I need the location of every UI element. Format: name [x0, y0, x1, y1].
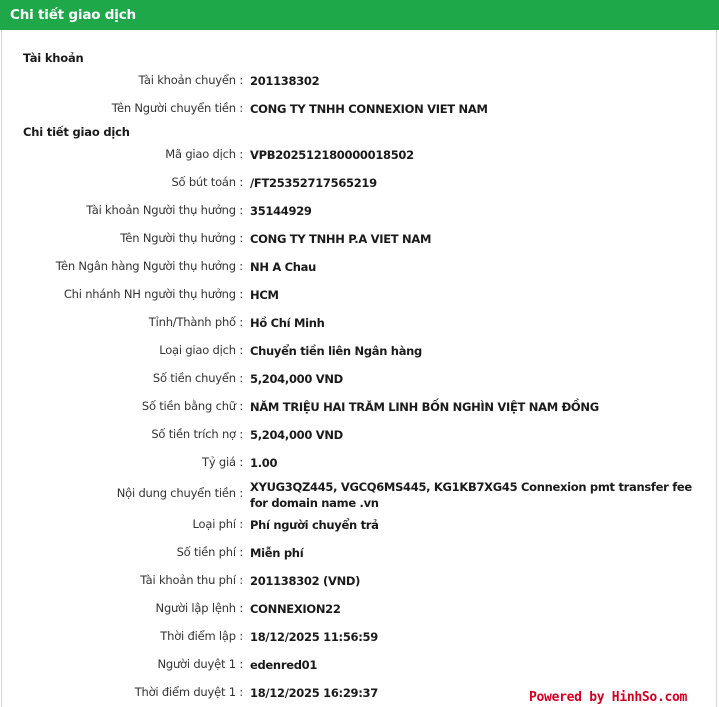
label-approved-at-1: Thời điểm duyệt 1 : — [134, 685, 243, 699]
value-beneficiary-account: 35144929 — [250, 204, 312, 218]
label-fee-account: Tài khoản thu phí : — [140, 573, 243, 587]
label-amount: Số tiền chuyển : — [152, 371, 243, 385]
value-created-at: 18/12/2025 11:56:59 — [250, 630, 378, 644]
value-created-by: CONNEXION22 — [250, 602, 341, 616]
value-transaction-type: Chuyển tiền liên Ngân hàng — [250, 344, 422, 358]
section-title-account: Tài khoản — [23, 51, 84, 65]
label-source-account: Tài khoản chuyển : — [138, 73, 243, 87]
label-created-by: Người lập lệnh : — [155, 601, 243, 615]
label-fee-amount: Số tiền phí : — [176, 545, 243, 559]
label-transaction-type: Loại giao dịch : — [159, 343, 243, 357]
value-exchange-rate: 1.00 — [250, 456, 278, 470]
value-beneficiary-name: CONG TY TNHH P.A VIET NAM — [250, 232, 432, 246]
label-exchange-rate: Tỷ giá : — [202, 455, 243, 469]
value-approved-at-1: 18/12/2025 16:29:37 — [250, 686, 378, 700]
value-sender-name: CONG TY TNHH CONNEXION VIET NAM — [250, 102, 488, 116]
value-transaction-id: VPB202512180000018502 — [250, 148, 414, 162]
value-debit-amount: 5,204,000 VND — [250, 428, 343, 442]
label-transaction-id: Mã giao dịch : — [165, 147, 243, 161]
label-province: Tỉnh/Thành phố : — [148, 315, 243, 329]
label-beneficiary-name: Tên Người thụ hưởng : — [120, 231, 243, 245]
label-approver-1: Người duyệt 1 : — [157, 657, 243, 671]
value-transfer-content: XYUG3QZ445, VGCQ6MS445, KG1KB7XG45 Connexion pmt transfer fee for domain name .vn — [250, 480, 692, 510]
value-source-account: 201138302 — [250, 74, 320, 88]
label-created-at: Thời điểm lập : — [160, 629, 243, 643]
value-province: Hồ Chí Minh — [250, 316, 325, 330]
watermark-text: Powered by HinhSo.com — [529, 690, 688, 705]
value-fee-account: 201138302 (VND) — [250, 574, 361, 588]
page-title: Chi tiết giao dịch — [0, 0, 719, 30]
value-fee-type: Phí người chuyển trả — [250, 518, 379, 532]
value-beneficiary-branch: HCM — [250, 288, 279, 302]
value-approver-1: edenred01 — [250, 658, 318, 672]
label-amount-in-words: Số tiền bằng chữ : — [141, 399, 243, 413]
value-amount: 5,204,000 VND — [250, 372, 343, 386]
label-sender-name: Tên Người chuyển tiền : — [111, 101, 243, 115]
label-debit-amount: Số tiền trích nợ : — [151, 427, 243, 441]
label-beneficiary-branch: Chi nhánh NH người thụ hưởng : — [63, 287, 243, 301]
value-amount-in-words: NĂM TRIỆU HAI TRĂM LINH BỐN NGHÌN VIỆT NAM ĐỒNG — [250, 400, 599, 414]
label-beneficiary-account: Tài khoản Người thụ hưởng : — [86, 203, 243, 217]
label-entry-number: Số bút toán : — [171, 175, 243, 189]
label-transfer-content: Nội dung chuyển tiền : — [116, 486, 243, 500]
label-beneficiary-bank: Tên Ngân hàng Người thụ hưởng : — [55, 259, 243, 273]
label-fee-type: Loại phí : — [192, 517, 243, 531]
value-fee-amount: Miễn phí — [250, 546, 304, 560]
value-entry-number: /FT25352717565219 — [250, 176, 377, 190]
section-title-details: Chi tiết giao dịch — [23, 125, 130, 139]
value-beneficiary-bank: NH A Chau — [250, 260, 317, 274]
